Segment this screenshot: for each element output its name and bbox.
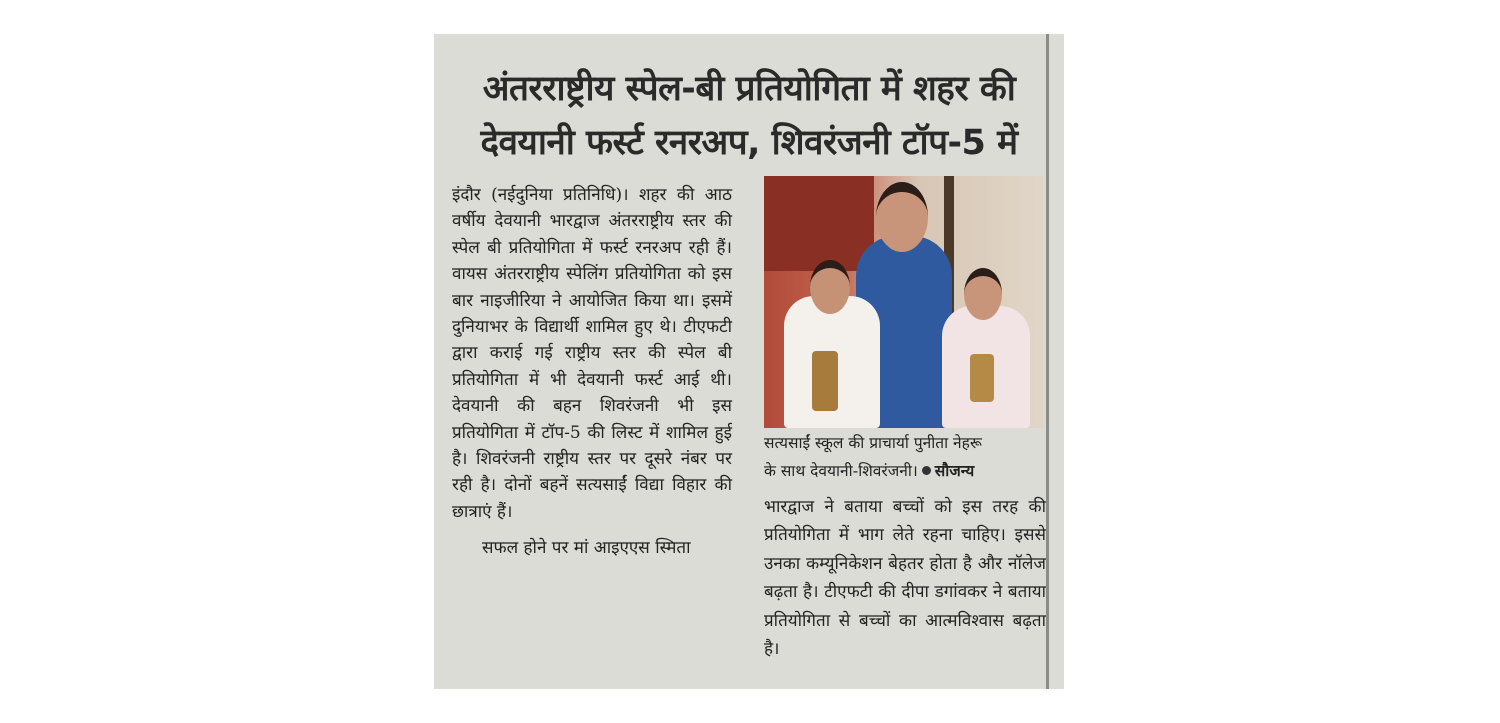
headline <box>434 62 1064 170</box>
article-paragraph-3: भारद्वाज ने बताया बच्चों को इस तरह की प्रतियोगिता में भाग लेते रहना चाहिए। इससे उनका कम्यूनिकेशन बेहतर होता है और नॉलेज बढ़ता है। टीएफटी की दीपा डगांवकर ने बताया प्रतियोगिता से बच्चों का आत्मविश्वास बढ़ता है। <box>764 497 1046 660</box>
photo-background-frame <box>764 176 874 271</box>
bullet-icon <box>922 466 931 475</box>
article-photo <box>764 176 1044 428</box>
caption-credit: सौजन्य <box>934 462 975 480</box>
caption-line-1: सत्यसाईं स्कूल की प्राचार्या पुनीता नेहरू <box>764 434 982 452</box>
article-paragraph-1: इंदौर (नईदुनिया प्रतिनिधि)। शहर की आठ वर्षीय देवयानी भारद्वाज अंतरराष्ट्रीय स्तर की स्पेल बी प्रतियोगिता में फर्स्ट रनरअप रही हैं। वायस अंतरराष्ट्रीय स्पेलिंग प्रतियोगिता को इस बार नाइजीरिया ने आयोजित किया था। इसमें दुनियाभर के विद्यार्थी शामिल हुए थे। टीएफटी द्वारा कराई गई राष्ट्रीय स्तर की स्पेल बी प्रतियोगिता में भी देवयानी फर्स्ट आई थी। देवयानी की बहन शिवरंजनी भी इस प्रतियोगिता में टॉप-5 की लिस्ट में शामिल हुई है। शिवरंजनी राष्ट्रीय स्तर पर दूसरे नंबर पर रही है। दोनों बहनें सत्यसाईं विद्या विहार की छात्राएं हैं। <box>452 185 732 522</box>
article-body-left-column <box>452 182 732 562</box>
photo-caption <box>764 429 1046 485</box>
photo-girl-left-head <box>810 260 850 314</box>
photo-girl-right-head <box>964 268 1002 320</box>
headline-line-2: देवयानी फर्स्ट रनरअप, शिवरंजनी टॉप-5 में <box>480 123 1018 163</box>
trophy-icon <box>812 351 838 411</box>
article-paragraph-2: सफल होने पर मां आइएएस स्मिता <box>482 538 691 559</box>
clipping-edge-shadow <box>1046 34 1049 689</box>
caption-text: के साथ देवयानी-शिवरंजनी। <box>764 462 918 480</box>
newspaper-clipping <box>434 34 1064 689</box>
article-body-right-column <box>764 493 1046 663</box>
photo-principal-head <box>876 182 928 252</box>
headline-line-1: अंतरराष्ट्रीय स्पेल-बी प्रतियोगिता में शहर की <box>482 69 1016 109</box>
caption-line-2 <box>764 457 1046 485</box>
trophy-icon <box>970 354 994 402</box>
